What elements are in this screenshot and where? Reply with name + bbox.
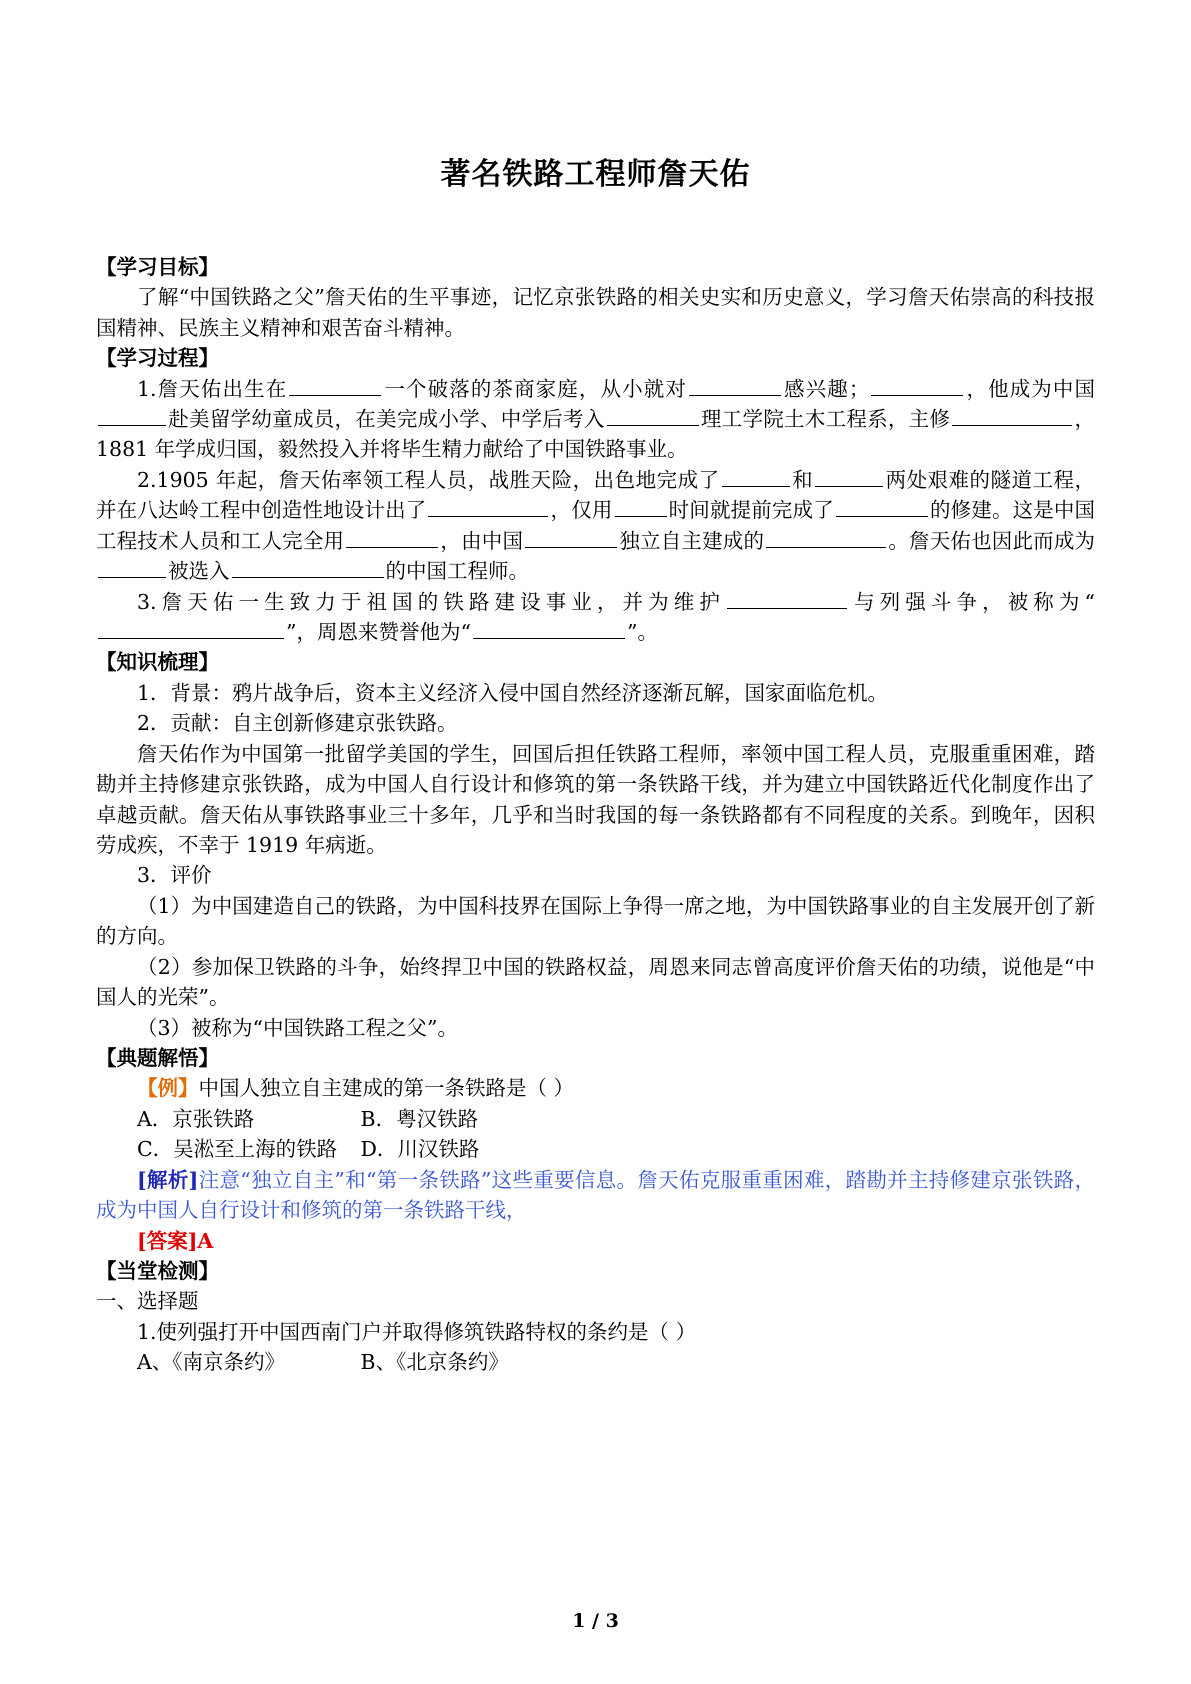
analysis-tag: [解析]: [137, 1167, 199, 1192]
knowledge-paragraph: 詹天佑作为中国第一批留学美国的学生，回国后担任铁路工程师，率领中国工程人员，克服重重困难，踏勘并主持修建京张铁路，成为中国人自行设计和修筑的第一条铁路干线，并为建立中国铁路近代化制度作出了卓越贡献。詹天佑从事铁路事业三十多年，几乎和当时我国的每一条铁路都有不同程度的关系。到晚年，因积劳成疾，不幸于 1919 年病逝。: [96, 741, 1095, 857]
process-item-2-part-4: ，仅用: [550, 498, 613, 523]
process-item-1-part-6: 理工学院土木工程系，主修: [700, 406, 951, 431]
process-item-1-part-4: ，他成为中国: [965, 376, 1096, 401]
process-item-1-part-3: 感兴趣；: [782, 376, 870, 401]
example-stem: 中国人独立自主建成的第一条铁路是（ ）: [198, 1076, 575, 1101]
fill-blank[interactable]: [607, 406, 699, 426]
process-item-2-part-9: 。詹天佑也因此而成为: [888, 528, 1096, 553]
fill-blank[interactable]: [525, 527, 617, 547]
process-item-2-part-8: 独立自主建成的: [619, 528, 765, 553]
process-item-3: [96, 587, 1095, 648]
knowledge-eval-1: （1）为中国建造自己的铁路，为中国科技界在国际上争得一席之地，为中国铁路事业的自主发展开创了新的方向。: [96, 893, 1095, 949]
test-q1-options: [96, 1347, 1095, 1377]
process-item-2-part-11: 的中国工程师。: [385, 559, 529, 584]
process-item-2-part-7: ，由中国: [440, 528, 524, 553]
process-item-2-part-5: 时间就提前完成了: [668, 498, 834, 523]
test-q1-option-b[interactable]: B、《北京条约》: [360, 1350, 509, 1375]
fill-blank[interactable]: [473, 619, 625, 639]
fill-blank[interactable]: [98, 619, 284, 639]
title-spacer: [96, 196, 1095, 252]
process-item-3-part-3: ”，周恩来赞誉他为“: [286, 620, 471, 645]
fill-blank[interactable]: [428, 497, 548, 517]
knowledge-eval-2: （2）参加保卫铁路的斗争，始终捍卫中国的铁路权益，周恩来同志曾高度评价詹天佑的功绩，说他是“中国人的光荣”。: [96, 954, 1095, 1010]
fill-blank[interactable]: [727, 588, 847, 608]
example-tag: 【例】: [137, 1076, 199, 1101]
fill-blank[interactable]: [289, 375, 381, 395]
analysis-text: 注意“独立自主”和“第一条铁路”这些重要信息。詹天佑克服重重困难，踏勘并主持修建京张铁路，成为中国人自行设计和修筑的第一条铁路干线，: [96, 1167, 1096, 1223]
process-item-2-part-10: 被选入: [168, 559, 230, 584]
knowledge-item-3: 3．评价: [137, 863, 212, 888]
process-item-3-part-1: 3.詹天佑一生致力于祖国的铁路建设事业，并为维护: [137, 589, 725, 614]
fill-blank[interactable]: [615, 497, 667, 517]
example-answer: [96, 1226, 1095, 1256]
section-heading-objectives: 【学习目标】: [96, 255, 219, 279]
fill-blank[interactable]: [689, 375, 781, 395]
fill-blank[interactable]: [871, 375, 963, 395]
section-heading-knowledge: 【知识梳理】: [96, 650, 219, 675]
example-option-d[interactable]: D．川汉铁路: [360, 1137, 480, 1162]
process-item-2-part-3: 两处艰难的隧道工程，并在八达岭工程中创造性地设计出了: [96, 467, 1096, 523]
fill-blank[interactable]: [346, 527, 438, 547]
process-item-2-part-1: 2.1905 年起，詹天佑率领工程人员，战胜天险，出色地完成了: [137, 467, 720, 492]
knowledge-eval-3: （3）被称为“中国铁路工程之父”。: [137, 1015, 459, 1040]
knowledge-item-1: 1．背景：鸦片战争后，资本主义经济入侵中国自然经济逐渐瓦解，国家面临危机。: [137, 680, 889, 705]
answer-tag: [答案]: [137, 1228, 198, 1253]
process-item-2-part-2: 和: [791, 467, 814, 492]
process-item-1-part-7: ，1881 年学成归国，毅然投入并将毕生精力献给了中国铁路事业。: [96, 406, 1096, 462]
answer-value: A: [197, 1228, 214, 1253]
fill-blank[interactable]: [232, 558, 384, 578]
process-item-1-part-1: 1.詹天佑出生在: [137, 376, 288, 401]
example-option-b[interactable]: B．粤汉铁路: [360, 1106, 479, 1131]
section-heading-test: 【当堂检测】: [96, 1259, 219, 1283]
example-options-row-2: [96, 1134, 1095, 1164]
fill-blank[interactable]: [766, 527, 886, 547]
process-item-3-part-2: 与列强斗争，被称为“: [848, 589, 1095, 614]
section-heading-example: 【典题解悟】: [96, 1046, 219, 1071]
fill-blank[interactable]: [815, 466, 883, 486]
fill-blank[interactable]: [98, 558, 166, 578]
example-option-c[interactable]: C．吴淞至上海的铁路: [137, 1137, 338, 1162]
test-subheading: 一、选择题: [96, 1289, 199, 1314]
example-options-row-1: [96, 1104, 1095, 1134]
section-heading-process: 【学习过程】: [96, 346, 219, 371]
fill-blank[interactable]: [98, 406, 166, 426]
fill-blank[interactable]: [952, 406, 1072, 426]
process-item-1-part-2: 一个破落的茶商家庭，从小就对: [383, 376, 687, 401]
example-analysis: [96, 1165, 1095, 1226]
knowledge-item-2: 2．贡献：自主创新修建京张铁路。: [137, 711, 458, 736]
process-item-3-part-4: ”。: [626, 620, 658, 645]
process-item-1-part-5: 赴美留学幼童成员，在美完成小学、中学后考入: [168, 406, 605, 431]
example-question: [96, 1073, 1095, 1103]
page-footer: 1 / 3: [572, 1610, 619, 1632]
fill-blank[interactable]: [836, 497, 928, 517]
example-option-a[interactable]: A．京张铁路: [137, 1106, 255, 1131]
fill-blank[interactable]: [722, 466, 790, 486]
page-title: 著名铁路工程师詹天佑: [440, 157, 751, 192]
test-question-1: 1.使列强打开中国西南门户并取得修筑铁路特权的条约是（ ）: [137, 1319, 697, 1344]
test-q1-option-a[interactable]: A、《南京条约》: [137, 1350, 286, 1375]
process-item-1: [96, 374, 1095, 465]
process-item-2-part-6: 的修建。这是中国工程技术人员和工人完全用: [96, 498, 1096, 553]
objectives-body: 了解“中国铁路之父”詹天佑的生平事迹，记忆京张铁路的相关史实和历史意义，学习詹天佑崇高的科技报国精神、民族主义精神和艰苦奋斗精神。: [96, 285, 1095, 340]
process-item-2: [96, 465, 1095, 587]
